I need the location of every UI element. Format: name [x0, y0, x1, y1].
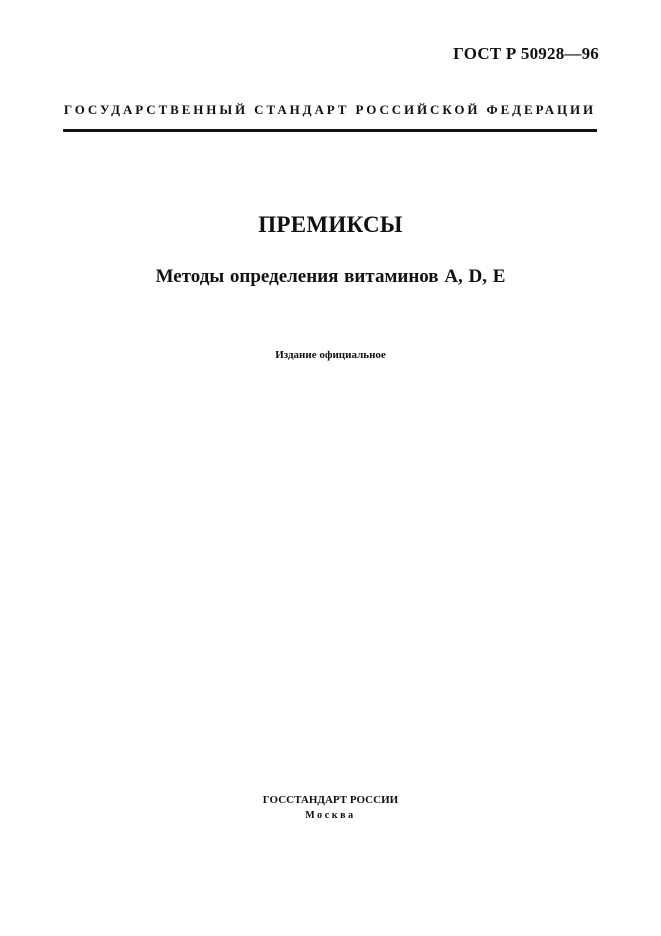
edition-note: Издание официальное — [275, 349, 386, 361]
standard-heading: ГОСУДАРСТВЕННЫЙ СТАНДАРТ РОССИЙСКОЙ ФЕДЕРАЦИИ — [63, 102, 597, 117]
publisher-name: ГОССТАНДАРТ РОССИИ — [262, 794, 399, 806]
publication-city: Москва — [305, 810, 356, 821]
document-code: ГОСТ Р 50928—96 — [453, 44, 599, 63]
document-title: ПРЕМИКСЫ — [258, 212, 403, 237]
document-subtitle: Методы определения витаминов A, D, E — [155, 266, 506, 287]
heading-divider — [63, 129, 597, 132]
